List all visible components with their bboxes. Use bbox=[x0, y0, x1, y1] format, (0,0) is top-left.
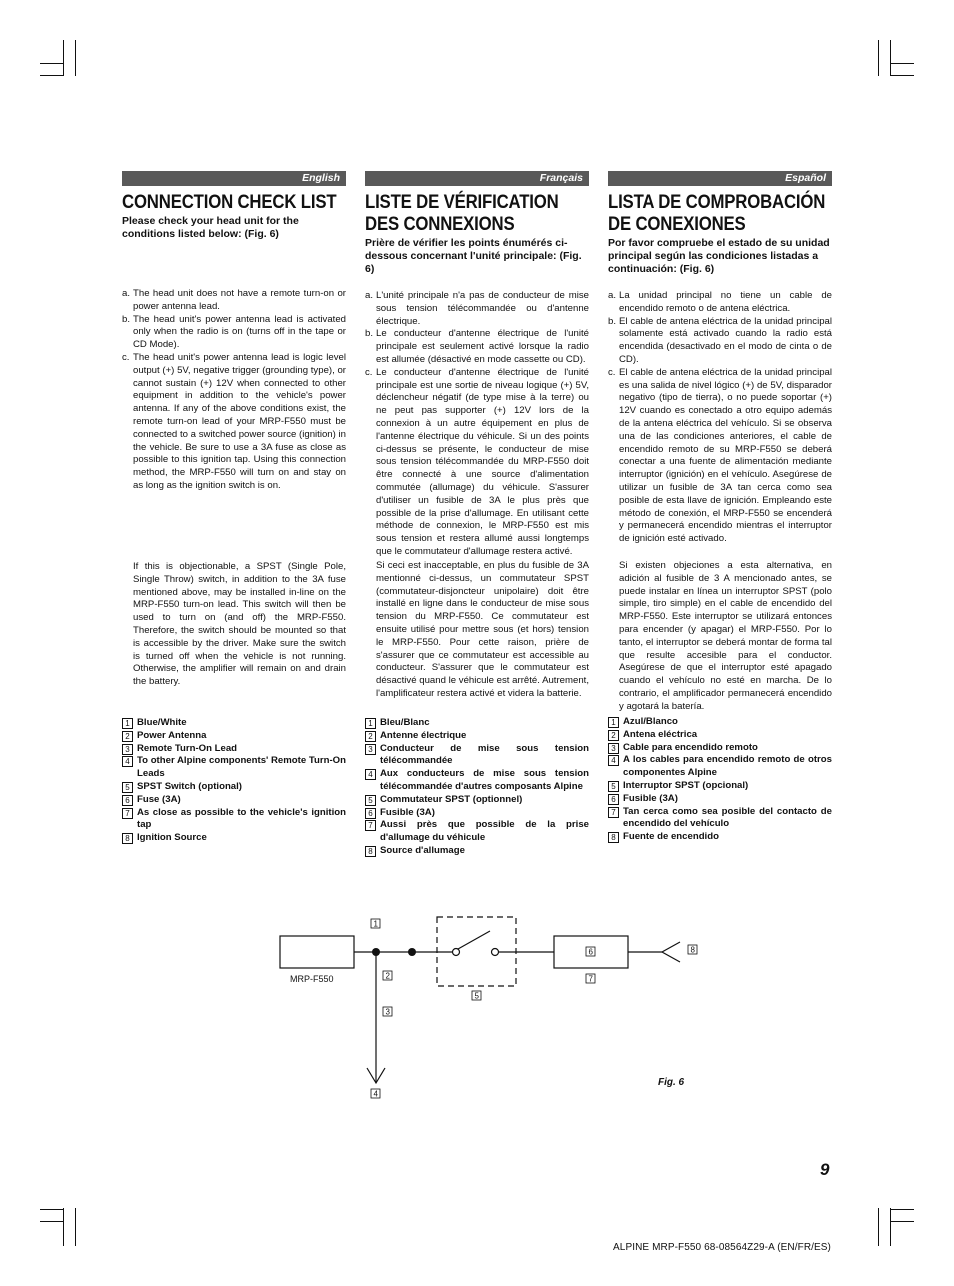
spanish-column bbox=[608, 171, 832, 843]
legend-item: 4 A los cables para encendido remoto de otros componentes Alpine bbox=[608, 754, 832, 780]
legend-item: 3 Cable para encendido remoto bbox=[608, 742, 832, 755]
legend-item: 4 Aux conducteurs de mise sous tension télécommandée d'autres composants Alpine bbox=[365, 768, 589, 794]
legend-list bbox=[122, 717, 346, 845]
language-bar: English bbox=[122, 171, 346, 186]
list-item: c. Le conducteur d'antenne électrique de l'unité principale est une sortie de niveau logique (+) 5V, déclencheur négatif (de type mise à la terre) ou ne peut pas supporter (+) 12V lors de la connexion à un autre équipement en plus de l'antenne électrique du véhicule. Si un des points ci-dessus se présente, le conducteur de mise sous tension télécommandée du MRP-F550 doit être connecté à une source d'alimentation commutée (allumage) du véhicule. S'assurer d'utiliser un fusible de 3A le plus près que possible de la prise d'allumage. En utilisant cette méthode de connexion, le MRP-F550 est mis sous tension et restera allumé aussi longtemps que le commutateur d'allumage restera activé. bbox=[365, 366, 589, 557]
callout-numbers bbox=[371, 919, 697, 1099]
legend-item: 2 Antena eléctrica bbox=[608, 729, 832, 742]
legend-list bbox=[608, 716, 832, 844]
callout-1: 1 bbox=[373, 919, 378, 929]
list-item: a. La unidad principal no tiene un cable de encendido remoto o de antena eléctrica. bbox=[608, 290, 832, 314]
callout-6: 6 bbox=[588, 947, 593, 957]
wiring-diagram bbox=[270, 905, 710, 1105]
ignition-arrow bbox=[662, 942, 680, 962]
legend-item: 7 Aussi près que possible de la prise d'allumage du véhicule bbox=[365, 819, 589, 845]
condition-list bbox=[608, 290, 832, 546]
list-item: b. The head unit's power antenna lead is activated only when the radio is on (turns off in the tape or CD Mode). bbox=[122, 313, 346, 351]
legend-item: 1 Blue/White bbox=[122, 717, 346, 730]
note-paragraph: Si ceci est inacceptable, en plus du fusible de 3A mentionné ci-dessus, un commutateur SPST (commutateur-disjoncteur unipolaire) doit être installé en ligne dans le conducteur de mise sous tension du MRP-F550. Ce commutateur est ensuite utilisé pour mettre sous (et hors) tension le MRP-F550. Pour cette raison, prière de s'assurer que ce commutateur est accessible au conducteur. S'assurer que le commutateur est désactivé quand le véhicule est arrêté. Autrement, l'amplificateur restera activé et videra la batterie. bbox=[376, 560, 589, 699]
legend-item: 2 Antenne électrique bbox=[365, 730, 589, 743]
callout-8: 8 bbox=[690, 945, 695, 955]
list-item: b. El cable de antena eléctrica de la unidad principal solamente está activado cuando la radio está encendida (desactivado en el modo de cinta o de CD). bbox=[608, 315, 832, 365]
section-title: CONNECTION CHECK LIST bbox=[122, 191, 337, 213]
amplifier-label: MRP-F550 bbox=[290, 974, 334, 984]
legend-item: 3 Remote Turn-On Lead bbox=[122, 743, 346, 756]
legend-list bbox=[365, 717, 589, 858]
list-item: b. Le conducteur d'antenne électrique de l'unité principale est seulement activé lorsque la radio est allumée (désactivé en mode cassette ou CD). bbox=[365, 328, 589, 365]
note-paragraph: If this is objectionable, a SPST (Single Pole, Single Throw) switch, in addition to the 3A fuse mentioned above, may be installed in-line on the MRP-F550 turn-on lead. This switch will then be used to turn on (and off) the MRP-F550. Therefore, the switch should be mounted so that is accessible by the driver. Make sure the switch is turned off when the vehicle is not running. Otherwise, the amplifier will remain on and drain the battery. bbox=[133, 561, 346, 688]
language-bar: Español bbox=[608, 171, 832, 186]
legend-item: 8 Fuente de encendido bbox=[608, 831, 832, 844]
section-title: LISTA DE COMPROBACIÓN DE CONEXIONES bbox=[608, 191, 826, 235]
list-item: a. L'unité principale n'a pas de conducteur de mise sous tension télécommandée ou d'antenne électrique. bbox=[365, 290, 589, 327]
callout-4: 4 bbox=[373, 1089, 378, 1099]
callout-2: 2 bbox=[385, 971, 390, 981]
legend-item: 7 Tan cerca como sea posible del contacto de encendido del vehículo bbox=[608, 806, 832, 832]
intro-text: Please check your head unit for the conditions listed below: (Fig. 6) bbox=[122, 215, 299, 240]
legend-item: 5 Commutateur SPST (optionnel) bbox=[365, 794, 589, 807]
condition-list bbox=[122, 288, 346, 493]
english-column bbox=[122, 171, 346, 844]
french-column bbox=[365, 171, 589, 856]
list-item: a. The head unit does not have a remote turn-on or power antenna lead. bbox=[122, 288, 346, 312]
legend-item: 1 Azul/Blanco bbox=[608, 716, 832, 729]
figure-caption: Fig. 6 bbox=[658, 1077, 685, 1088]
list-item: c. The head unit's power antenna lead is logic level output (+) 5V, negative trigger (grounding type), or cannot sustain (+) 12V when connected to other equipment in addition to the vehicle's power antenna. If any of the above conditions exist, the remote turn-on lead of your MRP-F550 must be connected to a switched power source (ignition) in the vehicle. Be sure to use a 3A fuse as close as possible to this ignition tap. Using this connection method, the MRP-F550 will turn on and stay on as long as the ignition switch is on. bbox=[122, 351, 346, 491]
intro-text: Prière de vérifier les points énumérés ci-dessous concernant l'unité principale: (Fig. 6) bbox=[365, 237, 582, 275]
junction-dot bbox=[408, 948, 416, 956]
section-title: LISTE DE VÉRIFICATION DES CONNEXIONS bbox=[365, 191, 559, 235]
legend-item: 8 Ignition Source bbox=[122, 832, 346, 845]
language-bar: Français bbox=[365, 171, 589, 186]
switch-lever bbox=[458, 931, 490, 949]
callout-7: 7 bbox=[588, 974, 593, 984]
legend-item: 2 Power Antenna bbox=[122, 730, 346, 743]
footer-text: ALPINE MRP-F550 68-08564Z29-A (EN/FR/ES) bbox=[613, 1242, 831, 1253]
list-item: c. El cable de antena eléctrica de la unidad principal es una salida de nivel lógico (+) de 5V, disparador negativo (tipo de tierra), o no puede soportar (+) 12V cuando es conectado a otro equipo además de la antena eléctrica del vehículo. Si se observa una de las condiciones anteriores, el cable de encendido remoto de su MRP-F550 se deberá conectar a una fuente de alimentación mediante interruptor (ignición) en el vehículo. Asegúrese de utilizar un fusible de 3A tan cerca como sea posible de esta llave de ignición. Empleando este método de conexión, el MRP-F550 se encenderá y permanecerá encendido mientras el interruptor de ignición esté activado. bbox=[608, 366, 832, 545]
legend-item: 4 To other Alpine components' Remote Turn-On Leads bbox=[122, 755, 346, 781]
page-number: 9 bbox=[820, 1160, 830, 1179]
switch-contact bbox=[492, 949, 499, 956]
legend-item: 6 Fusible (3A) bbox=[365, 807, 589, 820]
callout-5: 5 bbox=[474, 991, 479, 1001]
legend-item: 3 Conducteur de mise sous tension télécommandée bbox=[365, 743, 589, 769]
legend-item: 5 Interruptor SPST (opcional) bbox=[608, 780, 832, 793]
note-paragraph: Si existen objeciones a esta alternativa, en adición al fusible de 3 A mencionado antes, se puede instalar en línea un interruptor SPST (polo simple, tiro simple) en el cable de encendido del MRP-F550. Este interruptor se utilizará entonces para encender (y apagar) el MRP-F550. Por lo tanto, el interruptor se deberá montar de forma tal que resulte accesible para el conductor. Asegúrese de que el interruptor esté apagado cuando el vehículo no esté en marcha. De lo contrario, el amplificador permanecerá encendido y agotará la batería. bbox=[619, 560, 832, 712]
legend-item: 6 Fusible (3A) bbox=[608, 793, 832, 806]
switch-contact bbox=[453, 949, 460, 956]
intro-text: Por favor compruebe el estado de su unidad principal según las condiciones listadas a continuación: (Fig. 6) bbox=[608, 237, 830, 275]
legend-item: 1 Bleu/Blanc bbox=[365, 717, 589, 730]
callout-3: 3 bbox=[385, 1007, 390, 1017]
legend-item: 8 Source d'allumage bbox=[365, 845, 589, 858]
legend-item: 6 Fuse (3A) bbox=[122, 794, 346, 807]
legend-item: 5 SPST Switch (optional) bbox=[122, 781, 346, 794]
amplifier-box bbox=[280, 936, 354, 968]
legend-item: 7 As close as possible to the vehicle's ignition tap bbox=[122, 807, 346, 833]
condition-list bbox=[365, 290, 589, 559]
